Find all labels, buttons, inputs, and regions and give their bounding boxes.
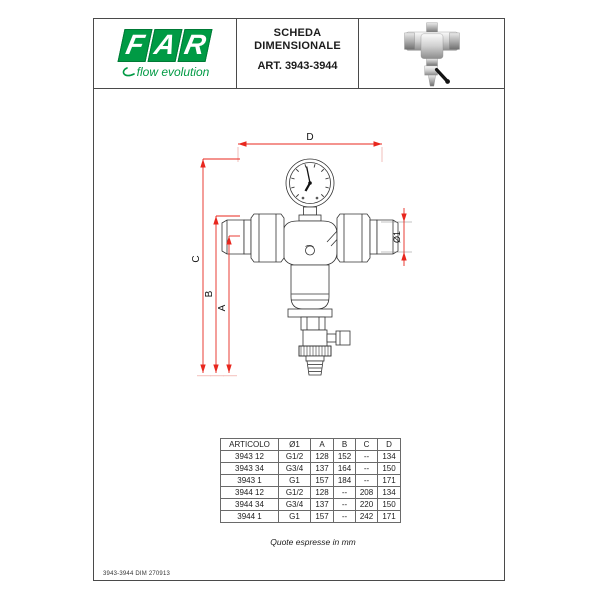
table-cell: --: [334, 487, 356, 499]
dimension-table-wrap: [220, 438, 401, 523]
table-cell: --: [356, 475, 378, 487]
article-number: ART. 3943-3944: [257, 60, 338, 72]
table-cell: --: [334, 511, 356, 523]
table-cell: G3/4: [279, 499, 311, 511]
table-cell: 3944 12: [221, 487, 279, 499]
table-cell: 128: [311, 451, 334, 463]
table-cell: 150: [378, 463, 401, 475]
table-cell: 3943 12: [221, 451, 279, 463]
table-row: [221, 499, 401, 511]
table-row: [221, 451, 401, 463]
table-cell: 134: [378, 487, 401, 499]
table-cell: G1: [279, 475, 311, 487]
logo-tagline: flow evolution: [136, 64, 210, 79]
logo-letter-a: A: [147, 29, 182, 62]
table-cell: 152: [334, 451, 356, 463]
table-cell: 3944 34: [221, 499, 279, 511]
table-row: [221, 511, 401, 523]
table-cell: 3943 34: [221, 463, 279, 475]
table-cell: G1/2: [279, 487, 311, 499]
table-header-cell: Ø1: [279, 439, 311, 451]
table-cell: 137: [311, 499, 334, 511]
table-cell: 184: [334, 475, 356, 487]
dim-label-a: A: [217, 304, 228, 312]
table-cell: 242: [356, 511, 378, 523]
table-row: [221, 475, 401, 487]
dim-label-d: D: [306, 132, 314, 143]
dim-label-b: B: [204, 290, 215, 298]
table-cell: --: [356, 463, 378, 475]
table-cell: 157: [311, 511, 334, 523]
pressure-gauge: [286, 159, 334, 221]
valve-line-art: [222, 159, 398, 375]
dim-a: [217, 236, 240, 376]
logo-letter-r: R: [177, 29, 212, 62]
dim-c: [191, 159, 240, 376]
dim-label-diameter: Ø1: [392, 230, 402, 244]
table-header-cell: A: [311, 439, 334, 451]
table-cell: 171: [378, 475, 401, 487]
table-cell: 164: [334, 463, 356, 475]
dimension-table: [220, 438, 401, 523]
table-cell: 134: [378, 451, 401, 463]
logo-letter-f: F: [117, 29, 152, 62]
table-cell: --: [334, 499, 356, 511]
table-cell: 128: [311, 487, 334, 499]
table-cell: 3943 1: [221, 475, 279, 487]
table-cell: 171: [378, 511, 401, 523]
right-union: [337, 214, 398, 262]
table-cell: 157: [311, 475, 334, 487]
dim-label-c: C: [191, 255, 202, 263]
table-header-cell: B: [334, 439, 356, 451]
table-cell: G3/4: [279, 463, 311, 475]
table-cell: 137: [311, 463, 334, 475]
table-cell: G1: [279, 511, 311, 523]
table-header-cell: C: [356, 439, 378, 451]
table-row: [221, 463, 401, 475]
dim-d: [238, 132, 382, 162]
left-union: [222, 214, 284, 262]
document-code: 3943-3944 DIM 270913: [103, 571, 171, 577]
table-caption: Quote espresse in mm: [270, 537, 356, 547]
datasheet-page: [93, 18, 505, 581]
drain-valve: [299, 317, 350, 375]
table-cell: 208: [356, 487, 378, 499]
table-row: [221, 487, 401, 499]
table-cell: G1/2: [279, 451, 311, 463]
table-header-cell: ARTICOLO: [221, 439, 279, 451]
table-cell: 150: [378, 499, 401, 511]
table-header-cell: D: [378, 439, 401, 451]
valve-body: [283, 221, 342, 317]
sheet-title-line1: SCHEDA: [273, 27, 322, 39]
table-cell: 3944 1: [221, 511, 279, 523]
table-cell: --: [356, 451, 378, 463]
sheet-title-line2: DIMENSIONALE: [254, 39, 341, 52]
table-cell: 220: [356, 499, 378, 511]
